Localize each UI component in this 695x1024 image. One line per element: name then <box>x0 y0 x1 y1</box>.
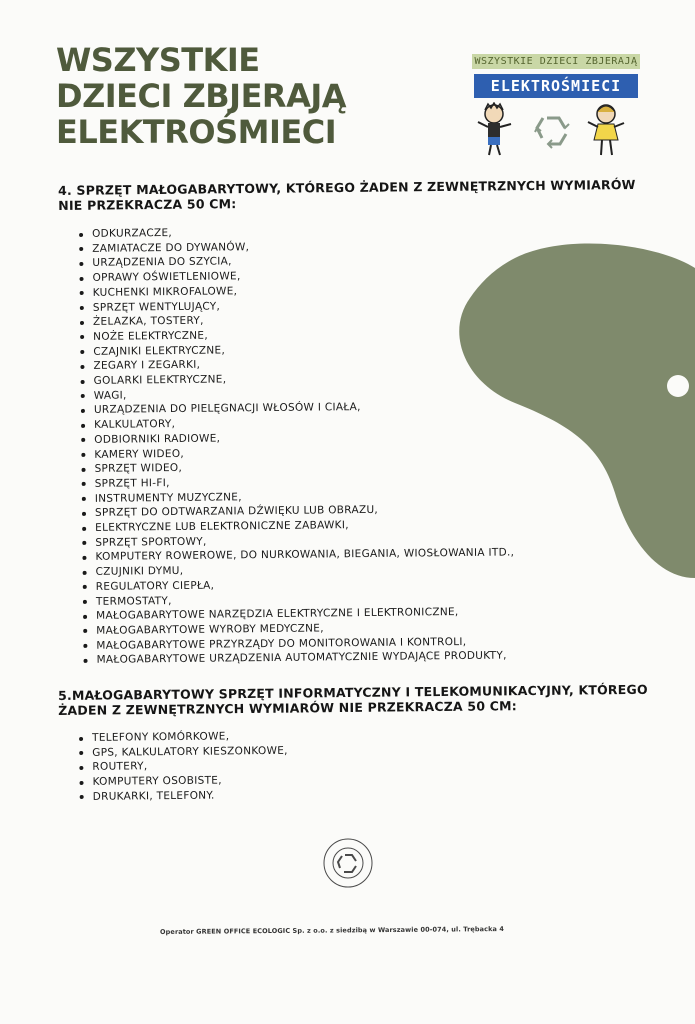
list-item: ZEGARY I ZEGARKI, <box>77 355 512 374</box>
list-item: GPS, KALKULATORY KIESZONKOWE, <box>76 743 288 760</box>
title-line-2: DZIECI ZBJERAJĄ <box>56 77 346 115</box>
list-item: REGULATORY CIEPŁA, <box>80 575 515 594</box>
section-4-heading: 4. SPRZĘT MAŁOGABARYTOWY, KTÓREGO ŻADEN Z ZEWNĘTRZNYCH WYMIARÓW NIE PRZEKRACZA 50 CM: <box>58 176 636 213</box>
list-item: SPRZĘT DO ODTWARZANIA DŹWIĘKU LUB OBRAZU, <box>79 502 514 521</box>
list-item: URZĄDZENIA DO SZYCIA, <box>76 252 511 271</box>
list-item: DRUKARKI, TELEFONY. <box>77 788 289 805</box>
list-item: URZĄDZENIA DO PIELĘGNACJI WŁOSÓW I CIAŁA, <box>78 399 513 418</box>
list-item: ROUTERY, <box>76 758 288 775</box>
list-item: GOLARKI ELEKTRYCZNE, <box>78 369 513 388</box>
list-item: TERMOSTATY, <box>80 590 515 609</box>
footer-operator-text: Operator GREEN OFFICE ECOLOGIC Sp. z o.o. z siedzibą w Warszawie 00-074, ul. Trębacka 4 <box>160 924 505 936</box>
campaign-logo <box>464 52 642 162</box>
list-item: SPRZĘT WIDEO, <box>78 458 513 477</box>
title-line-1: WSZYSTKIE <box>56 41 260 79</box>
list-item: ODBIORNIKI RADIOWE, <box>78 428 513 447</box>
recycle-badge-icon <box>322 837 374 889</box>
page-title <box>56 42 346 150</box>
logo-main-text: ELEKTROŚMIECI <box>474 74 638 98</box>
section-4-list <box>76 222 515 668</box>
list-item: KAMERY WIDEO, <box>78 443 513 462</box>
list-item: ZAMIATACZE DO DYWANÓW, <box>76 237 511 256</box>
list-item: KUCHENKI MIKROFALOWE, <box>77 281 512 300</box>
list-item: SPRZĘT SPORTOWY, <box>79 531 514 550</box>
list-item: CZAJNIKI ELEKTRYCZNE, <box>77 340 512 359</box>
list-item: WAGI, <box>78 384 513 403</box>
section-5-heading: 5.MAŁOGABARYTOWY SPRZĘT INFORMATYCZNY I TELEKOMUNIKACYJNY, KTÓREGO ŻADEN Z ZEWNĘTRZNYCH WYMIARÓW NIE PRZEKRACZA 50 CM: <box>58 681 648 718</box>
list-item: TELEFONY KOMÓRKOWE, <box>76 729 288 746</box>
kids-with-recycle-symbol-icon <box>464 102 642 162</box>
list-item: INSTRUMENTY MUZYCZNE, <box>79 487 514 506</box>
section-5-list <box>76 729 288 805</box>
list-item: MAŁOGABARYTOWE PRZYRZĄDY DO MONITOROWANIA I KONTROLI, <box>80 634 515 653</box>
list-item: MAŁOGABARYTOWE WYROBY MEDYCZNE, <box>80 619 515 638</box>
list-item: MAŁOGABARYTOWE URZĄDZENIA AUTOMATYCZNIE WYDAJĄCE PRODUKTY, <box>80 649 515 668</box>
list-item: ODKURZACZE, <box>76 222 511 241</box>
list-item: SPRZĘT HI-FI, <box>79 472 514 491</box>
title-line-3: ELEKTROŚMIECI <box>56 113 337 151</box>
logo-top-text: WSZYSTKIE DZIECI ZBJERAJĄ <box>472 54 640 69</box>
list-item: ELEKTRYCZNE LUB ELEKTRONICZNE ZABAWKI, <box>79 516 514 535</box>
list-item: KALKULATORY, <box>78 414 513 433</box>
list-item: KOMPUTERY OSOBISTE, <box>76 773 288 790</box>
list-item: NOŻE ELEKTRYCZNE, <box>77 325 512 344</box>
list-item: ŻELAZKA, TOSTERY, <box>77 311 512 330</box>
list-item: CZUJNIKI DYMU, <box>80 561 515 580</box>
list-item: OPRAWY OŚWIETLENIOWE, <box>76 267 511 286</box>
list-item: MAŁOGABARYTOWE NARZĘDZIA ELEKTRYCZNE I ELEKTRONICZNE, <box>80 605 515 624</box>
list-item: SPRZĘT WENTYLUJĄCY, <box>77 296 512 315</box>
list-item: KOMPUTERY ROWEROWE, DO NURKOWANIA, BIEGANIA, WIOSŁOWANIA ITD., <box>79 546 514 565</box>
